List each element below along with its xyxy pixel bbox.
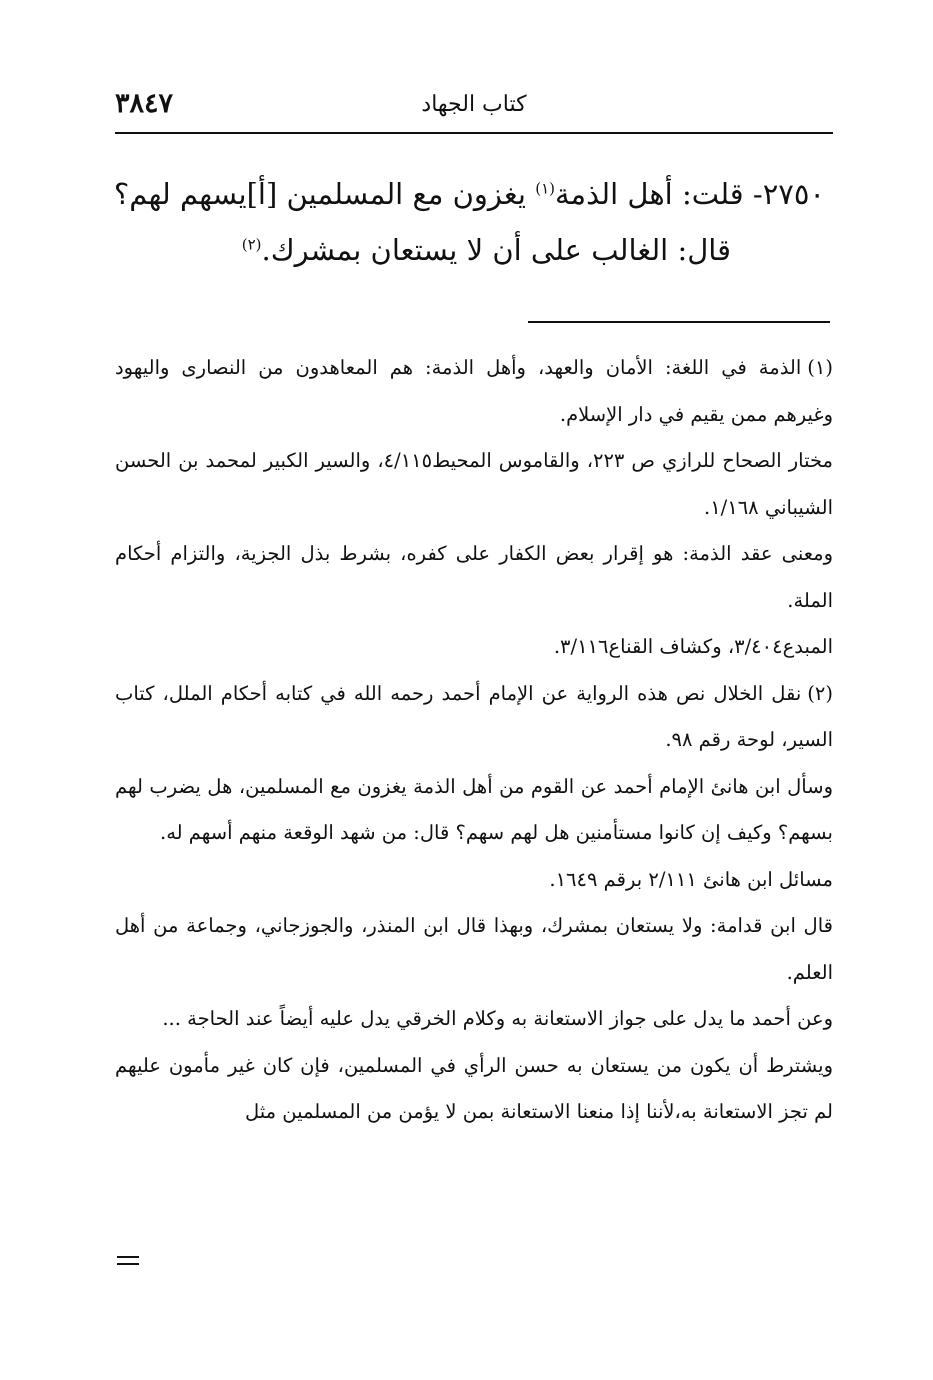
footnote-paragraph [115,1043,833,1136]
footnote-separator [528,321,830,323]
header-rule [115,132,833,134]
footnote-text: وسأل ابن هانئ الإمام أحمد عن القوم من أهل الذمة يغزون مع المسلمين، هل يضرب لهم بسهم؟ وكيف إن كانوا مستأمنين هل لهم سهم؟ قال: من شهد الوقعة منهم أسهم له. [115,774,833,844]
footnote-paragraph [115,345,833,438]
continuation-mark [117,1256,139,1270]
footnote-text: المبدع٣/٤٠٤، وكشاف القناع٣/١١٦. [553,635,833,658]
question-text-end: يغزون مع المسلمين [أ]يسهم لهم؟ [113,177,536,211]
question-line [113,166,825,222]
footnote-text: ويشترط أن يكون من يستعان به حسن الرأي في المسلمين، فإن كان غير مأمون عليهم لم تجز الاستعانة به،لأننا إذا منعنا الاستعانة بمن لا يؤمن من المسلمين مثل [115,1053,833,1123]
continuation-line [117,1263,139,1265]
footnote-number: (١) [807,356,833,379]
footnote-text: وعن أحمد ما يدل على جواز الاستعانة به وكلام الخرقي يدل عليه أيضاً عند الحاجة ... [162,1007,833,1030]
continuation-line [117,1256,139,1258]
footnote-paragraph [115,903,833,996]
footnote-text: قال ابن قدامة: ولا يستعان بمشرك، وبهذا قال ابن المنذر، والجوزجاني، وجماعة من أهل العلم. [115,914,833,984]
footnote-number: (٢) [807,681,833,705]
footnote-text: نقل الخلال نص هذه الرواية عن الإمام أحمد رحمه الله في كتابه أحكام الملل، كتاب السير، لوحة رقم ٩٨. [115,681,833,751]
running-title: كتاب الجهاد [421,92,527,117]
answer-text: قال: الغالب على أن لا يستعان بمشرك. [261,233,731,267]
question-text: ٢٧٥٠- قلت: أهل الذمة [555,177,825,211]
answer-line [130,222,825,278]
footnote-text: مختار الصحاح للرازي ص ٢٢٣، والقاموس المحيط٤/١١٥، والسير الكبير لمحمد بن الحسن الشيباني ١/١٦٨. [115,449,833,519]
footnote-text: الذمة في اللغة: الأمان والعهد، وأهل الذمة: هم المعاهدون من النصارى واليهود وغيرهم ممن يقيم في دار الإسلام. [115,356,833,426]
footnote-paragraph [115,531,833,624]
footnote-paragraph [115,438,833,531]
footnote-ref-2: (٢) [241,235,262,254]
footnote-text: مسائل ابن هانئ ٢/١١١ برقم ١٦٤٩. [549,867,833,891]
page-number: ٣٨٤٧ [115,88,174,119]
main-text [113,166,825,278]
footnote-paragraph [115,624,833,671]
footnote-paragraph [115,857,833,904]
footnote-paragraph [115,671,833,764]
footnotes [115,345,833,1136]
page-header [115,88,833,128]
footnote-paragraph [115,996,833,1043]
footnote-text: ومعنى عقد الذمة: هو إقرار بعض الكفار على كفره، بشرط بذل الجزية، والتزام أحكام الملة. [115,542,833,612]
footnote-ref-1: (١) [535,179,555,198]
footnote-paragraph [115,764,833,857]
